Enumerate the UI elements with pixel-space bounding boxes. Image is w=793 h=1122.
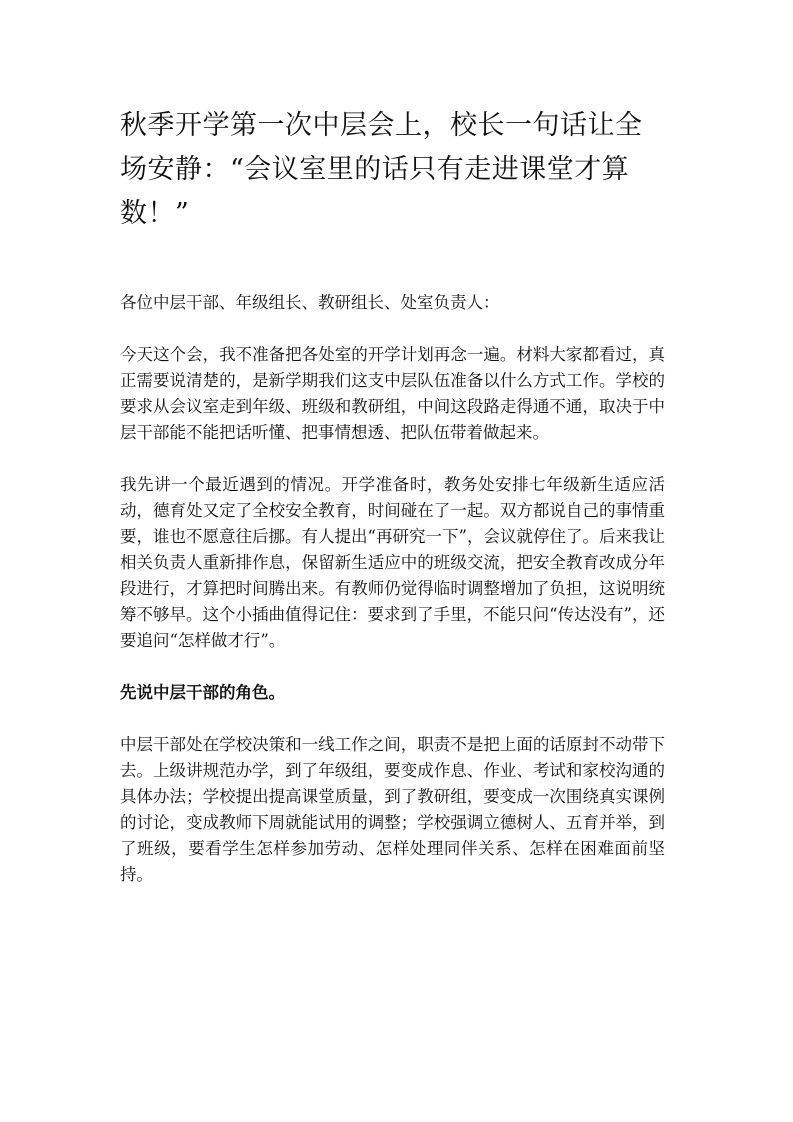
document-page bbox=[120, 104, 665, 888]
salutation: 各位中层干部、年级组长、教研组长、处室负责人： bbox=[120, 293, 500, 312]
paragraph-role: 中层干部处在学校决策和一线工作之间，职责不是把上面的话原封不动带下去。上级讲规范办学，到了年级组，要变成作息、作业、考试和家校沟通的具体办法；学校提出提高课堂质量，到了教研组，要变成一次围绕真实课例的讨论，变成教师下周就能试用的调整；学校强调立德树人、五育并举，到了班级，要看学生怎样参加劳动、怎样处理同伴关系、怎样在困难面前坚持。 bbox=[120, 735, 665, 884]
document-title: 秋季开学第一次中层会上，校长一句话让全场安静：“会议室里的话只有走进课堂才算数！” bbox=[120, 110, 643, 229]
paragraph-anecdote: 我先讲一个最近遇到的情况。开学准备时，教务处安排七年级新生适应活动，德育处又定了全校安全教育，时间碰在了一起。双方都说自己的事情重要，谁也不愿意往后挪。有人提出“再研究一下”，会议就停住了。后来我让相关负责人重新排作息，保留新生适应中的班级交流，把安全教育改成分年段进行，才算把时间腾出来。有教师仍觉得临时调整增加了负担，这说明统筹不够早。这个小插曲值得记住：要求到了手里，不能只问“传达没有”，还要追问“怎样做才行”。 bbox=[120, 475, 665, 650]
paragraph-intro: 今天这个会，我不准备把各处室的开学计划再念一遍。材料大家都看过，真正需要说清楚的，是新学期我们这支中层队伍准备以什么方式工作。学校的要求从会议室走到年级、班级和教研组，中间这段路走得通不通，取决于中层干部能不能把话听懂、把事情想透、把队伍带着做起来。 bbox=[120, 345, 665, 442]
section-heading: 先说中层干部的角色。 bbox=[120, 683, 285, 702]
